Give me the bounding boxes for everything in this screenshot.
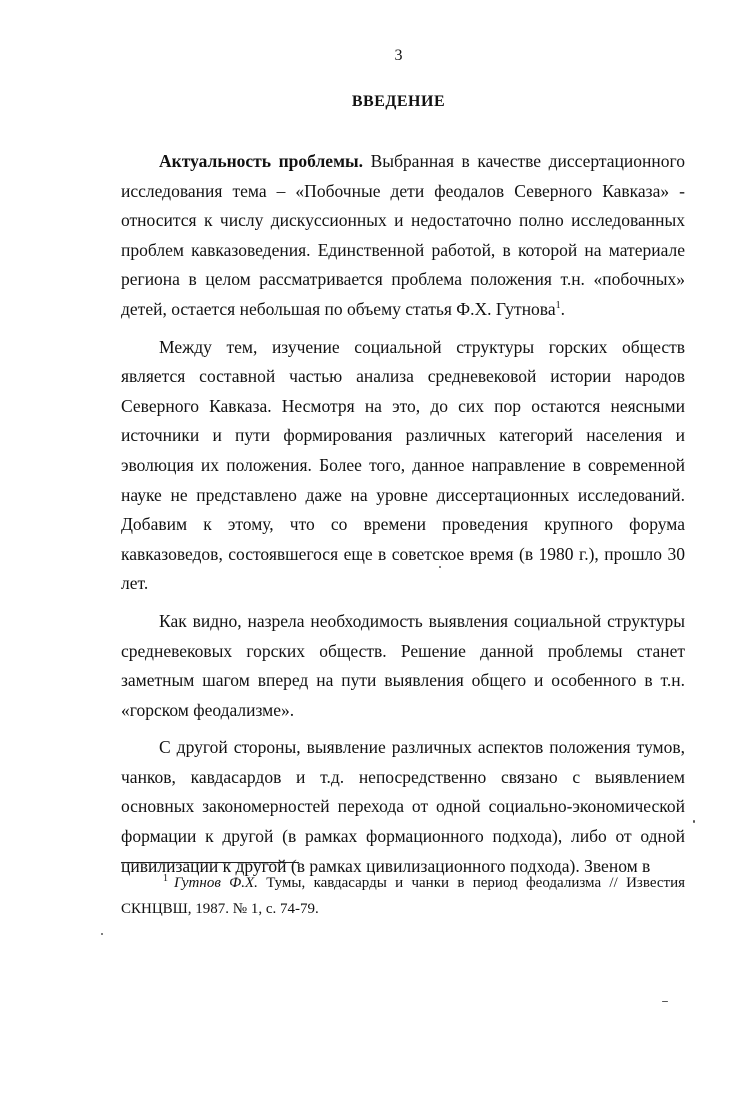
page-number: 3 <box>394 47 403 64</box>
scan-speck <box>439 566 441 568</box>
paragraph-relevance <box>121 147 685 325</box>
scan-speck <box>101 933 103 935</box>
paragraph-text: Выбранная в качестве диссертационного исследования тема – «Побочные дети феодалов Северного Кавказа» - относится к числу дискуссионных и недостаточно полно исследованных проблем кавказоведения. Единственной работой, в которой на материале региона в целом рассматривается проблема положения т.н. «побочных» детей, остается небольшая по объему статья Ф.Х. Гутнова <box>121 151 685 319</box>
body-text <box>121 147 685 881</box>
paragraph-lead: Актуальность проблемы. <box>159 151 364 171</box>
scan-speck <box>662 1001 668 1002</box>
footnote-entry <box>121 870 685 922</box>
paragraph-necessity: Как видно, назрела необходимость выявления социальной структуры средневековых горских обществ. Решение данной проблемы станет заметным шагом вперед на пути выявления общего и особенного в т.н. «горском феодализме». <box>121 610 685 720</box>
footnote-reference[interactable]: 1 <box>555 300 561 312</box>
paragraph-social-structure: Между тем, изучение социальной структуры горских обществ является составной частью анализа средневековой истории народов Северного Кавказа. Несмотря на это, до сих пор остаются неясными источники и пути формирования различных категорий населения и эволюция их положения. Более того, данное направление в современной науке не представлено даже на уровне диссертационных исследований. Добавим к этому, что со времени проведения крупного форума кавказоведов, состоявшегося еще в советское время (в 1980 г.), прошло 30 лет. <box>121 336 685 594</box>
paragraph-other-side: С другой стороны, выявление различных аспектов положения тумов, чанков, кавдасардов и т.д. непосредственно связано с выявлением основных закономерностей перехода от одной социально-экономической формации к другой (в рамках формационного подхода), либо от одной цивилизации к другой (в рамках цивилизационного подхода). Звеном в <box>121 737 685 876</box>
footnote-number: 1 <box>163 873 168 884</box>
footnote <box>121 870 685 922</box>
footnote-divider <box>121 862 299 863</box>
footnote-author: Гутнов Ф.Х. <box>174 875 258 891</box>
footnote-text: Тумы, кавдасарды и чанки в период феодализма // Известия СКНЦВШ, 1987. № 1, с. 74-79. <box>121 875 686 917</box>
page-heading: ВВЕДЕНИЕ <box>351 93 446 110</box>
scan-speck <box>693 820 695 823</box>
paragraph-tail: . <box>560 298 565 319</box>
